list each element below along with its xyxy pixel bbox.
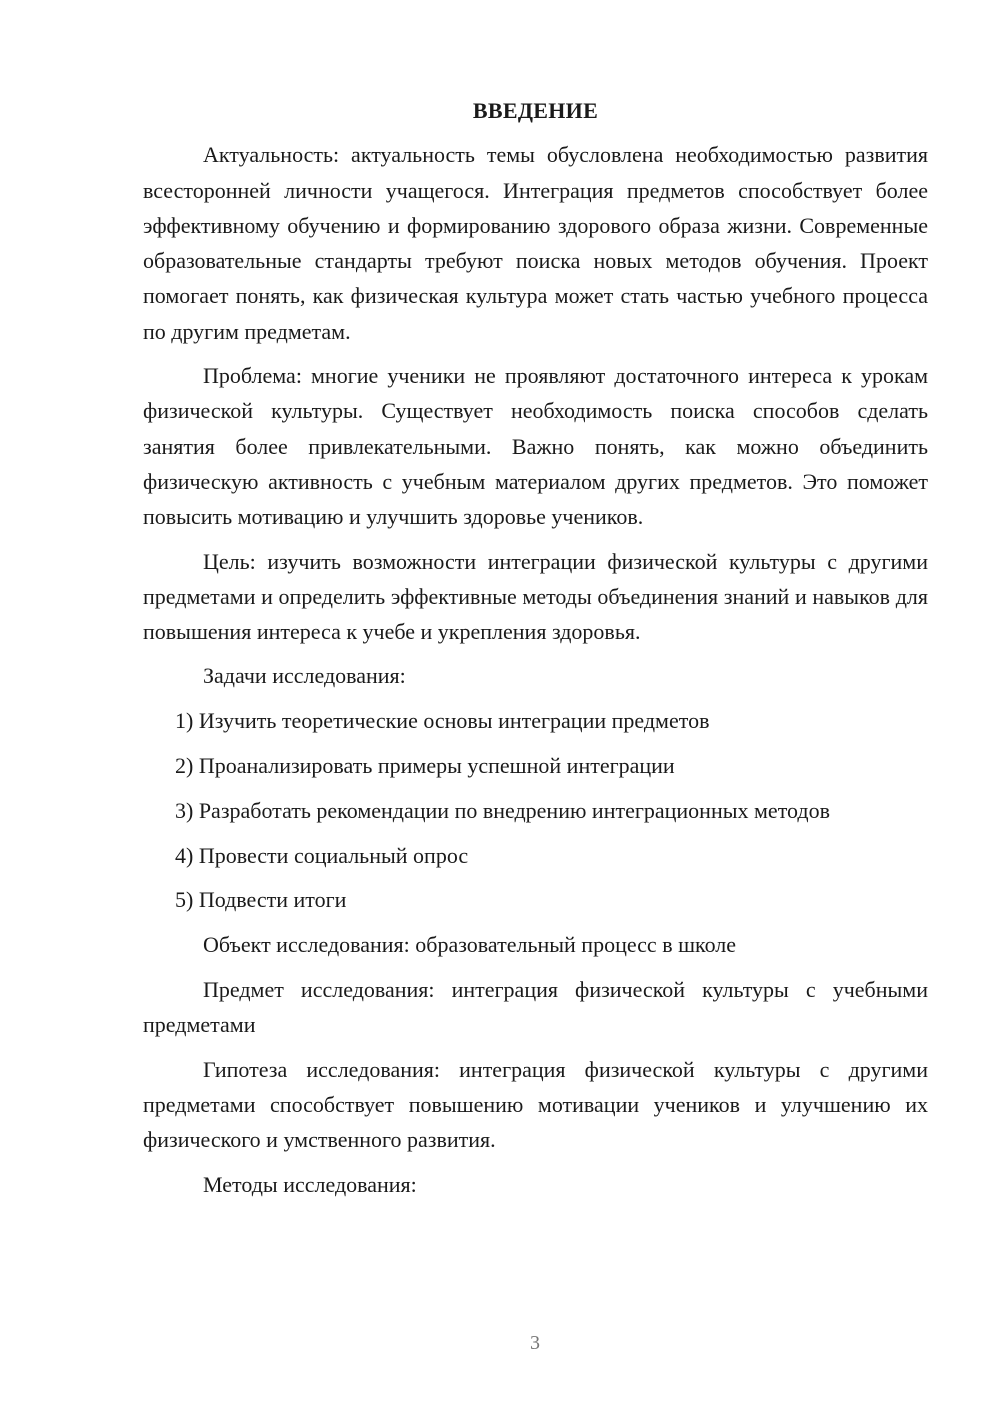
task-item: 2) Проанализировать примеры успешной интеграции (175, 753, 675, 779)
subject-paragraph: Предмет исследования: интеграция физической культуры с учебными предметами (143, 977, 928, 1038)
task-item: 1) Изучить теоретические основы интеграции предметов (175, 708, 710, 734)
hypothesis-paragraph: Гипотеза исследования: интеграция физической культуры с другими предметами способствует повышению мотивации учеников и улучшению их физического и умственного развития. (143, 1056, 928, 1153)
goal-paragraph: Цель: изучить возможности интеграции физической культуры с другими предметами и определить эффективные методы объединения знаний и навыков для повышения интереса к учебе и укрепления здоровья. (143, 548, 928, 645)
page-number: 3 (530, 1332, 540, 1354)
task-item: 4) Провести социальный опрос (175, 842, 469, 868)
methods-heading: Методы исследования: (203, 1171, 417, 1197)
tasks-heading: Задачи исследования: (203, 663, 406, 689)
problem-paragraph: Проблема: многие ученики не проявляют достаточного интереса к урокам физической культуры. Существует необходимость поиска способов сделать занятия более привлекательными. Важно понять, как можно объединить физическую активность с учебным материалом других предметов. Это поможет повысить мотивацию и улучшить здоровье учеников. (143, 363, 928, 530)
page-content (143, 93, 928, 1211)
section-title: ВВЕДЕНИЕ (472, 98, 599, 123)
object-line: Объект исследования: образовательный процесс в школе (203, 932, 737, 958)
task-item: 3) Разработать рекомендации по внедрению интеграционных методов (175, 797, 830, 823)
task-item: 5) Подвести итоги (175, 887, 347, 913)
relevance-paragraph: Актуальность: актуальность темы обусловлена необходимостью развития всесторонней личности учащегося. Интеграция предметов способствует более эффективному обучению и формированию здорового образа жизни. Современные образовательные стандарты требуют поиска новых методов обучения. Проект помогает понять, как физическая культура может стать частью учебного процесса по другим предметам. (143, 142, 928, 344)
